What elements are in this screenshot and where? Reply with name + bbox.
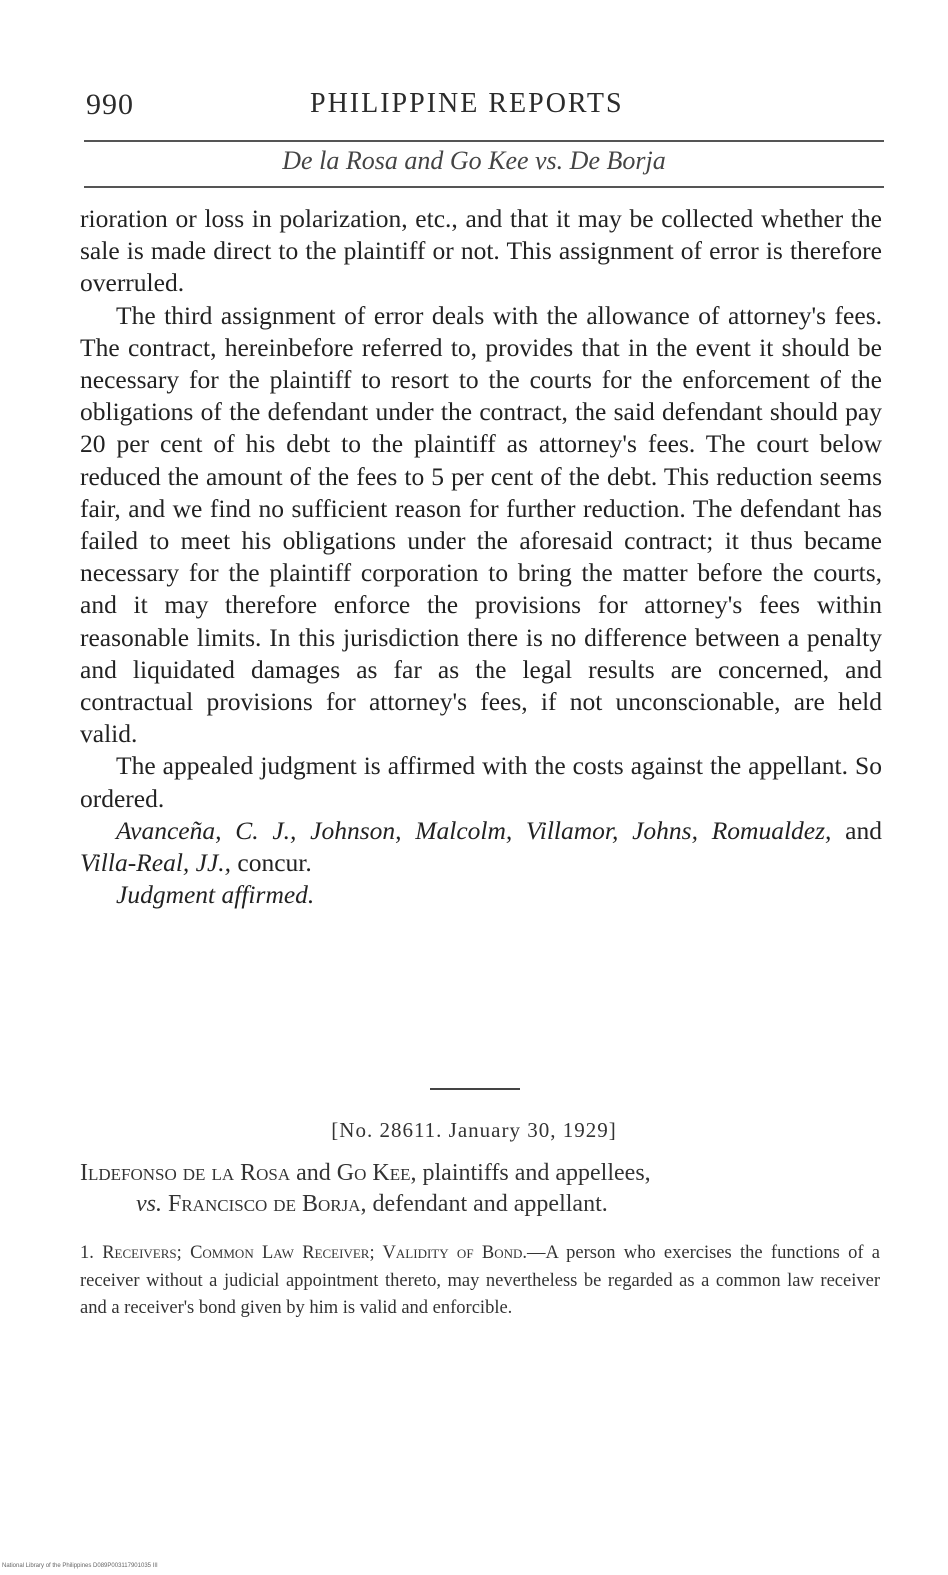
library-imprint: National Library of the Philippines D089P003117901035 III [2, 1563, 158, 1569]
parties-line-1 [80, 1158, 882, 1189]
headnote-text: —A person who exercises the functions of a receiver without a judicial appointment thereto, may nevertheless be regarded as a common law receiver and a receiver's bond given by him is valid and enforcible. [80, 1243, 880, 1318]
header-rule-top [84, 140, 884, 142]
concur-and: and [831, 815, 882, 845]
parties-line-2 [80, 1189, 882, 1220]
party-role-plaintiffs: , plaintiffs and appellees, [410, 1160, 651, 1186]
party-plaintiff-1: Ildefonso de la Rosa [80, 1160, 291, 1186]
page-number: 990 [86, 88, 134, 121]
party-plaintiff-2: Go Kee [336, 1160, 411, 1186]
header-rule-bottom [84, 186, 884, 188]
party-and: and [290, 1160, 337, 1186]
case-separator-rule [430, 1088, 520, 1090]
disposition: Judgment affirmed. [116, 880, 315, 910]
concurrence-line [80, 815, 882, 879]
headnote-number: 1. [80, 1243, 94, 1263]
syllabus-headnote [80, 1240, 880, 1323]
concurring-justice-last: Villa-Real, JJ., [80, 848, 232, 878]
paragraph-continued: rioration or loss in polarization, etc., and that it may be collected whether the sale is made direct to the plaintiff or not. This assignment of error is therefore overruled. [80, 204, 882, 298]
running-head: PHILIPPINE REPORTS [310, 88, 624, 119]
party-defendant: Francisco de Borja [168, 1191, 361, 1217]
versus: vs. [136, 1191, 162, 1217]
parties-caption [80, 1158, 882, 1220]
concurring-justices: Avanceña, C. J., Johnson, Malcolm, Villamor, Johns, Romualdez, [116, 815, 832, 845]
headnote-topic: Receivers; Common Law Receiver; Validity of Bond. [102, 1243, 527, 1263]
paragraph-judgment: The appealed judgment is affirmed with the costs against the appellant. So ordered. [80, 751, 882, 813]
party-role-defendant: , defendant and appellant. [360, 1191, 608, 1217]
concur-tail: concur. [231, 848, 312, 878]
paragraph-attorney-fees: The third assignment of error deals with the allowance of attorney's fees. The contract, hereinbefore referred to, provides that in the event it should be necessary for the plaintiff to resort to the courts for the enforcement of the obligations of the defendant under the contract, the said defendant should pay 20 per cent of his debt to the plaintiff as attorney's fees. The court below reduced the amount of the fees to 5 per cent of the debt. This reduction seems fair, and we find no sufficient reason for further reduction. The defendant has failed to meet his obligations under the aforesaid contract; it thus became necessary for the plaintiff corporation to bring the matter before the courts, and it may therefore enforce the provisions for attorney's fees within reasonable limits. In this jurisdiction there is no difference between a penalty and liquidated damages as far as the legal results are concerned, and contractual provisions for attorney's fees, if not unconscionable, are held valid. [80, 300, 882, 749]
docket-line: [No. 28611. January 30, 1929] [331, 1118, 617, 1142]
opinion-body [80, 203, 882, 911]
case-title: De la Rosa and Go Kee vs. De Borja [282, 146, 666, 175]
